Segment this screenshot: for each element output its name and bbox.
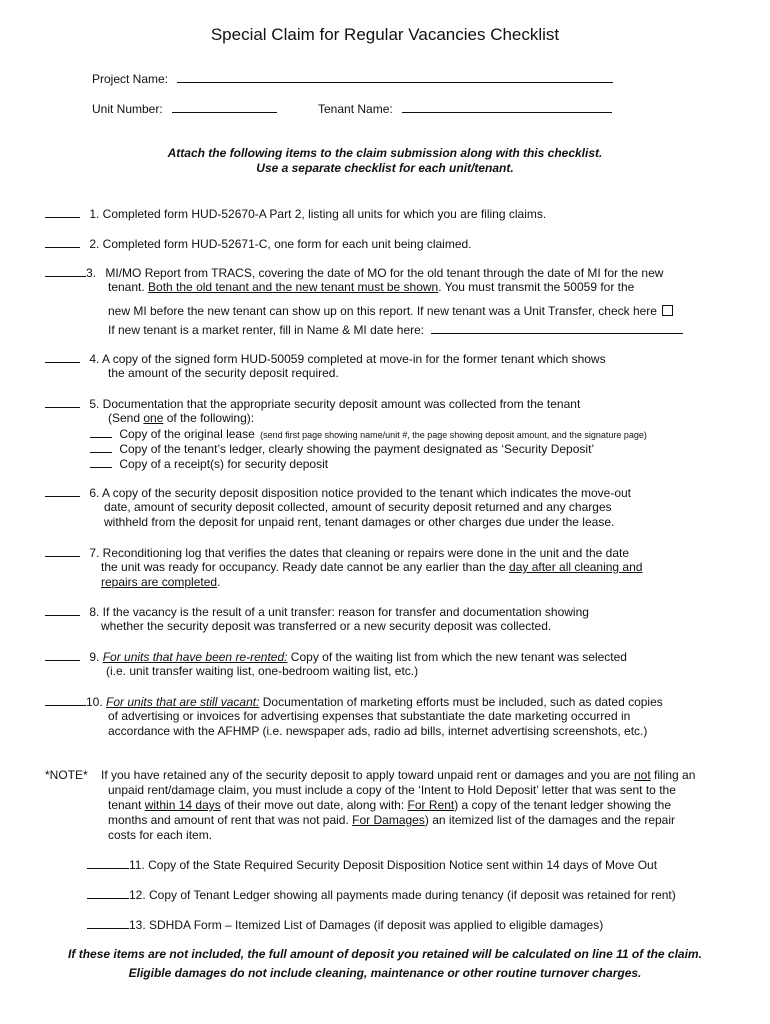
market-renter-blank[interactable] xyxy=(431,322,683,334)
check-blank[interactable] xyxy=(45,604,80,616)
checklist-item-9[interactable]: 9. For units that have been re-rented: Copy of the waiting list from which the new tenant was selected xyxy=(45,649,627,665)
option-blank[interactable] xyxy=(90,426,112,438)
item-text: 2. Completed form HUD-52671-C, one form for each unit being claimed. xyxy=(89,237,472,251)
item-number: 3. xyxy=(86,266,97,280)
unit-number-blank[interactable] xyxy=(172,101,277,113)
item-10-line-2: of advertising or invoices for advertising expenses that substantiate the date marketing occurred in xyxy=(108,709,631,723)
instructions-line-1: Attach the following items to the claim submission along with this checklist. xyxy=(167,146,603,160)
item-5-option-c[interactable]: Copy of a receipt(s) for security deposit xyxy=(90,456,328,472)
checklist-item-4[interactable] xyxy=(45,351,606,367)
item-3-line-3: new MI before the new tenant can show up on this report. If new tenant was a Unit Transfer, check here xyxy=(108,304,673,319)
note-line-2: unpaid rent/damage claim, you must include a copy of the ‘Intent to Hold Deposit’ letter that was sent to the xyxy=(108,783,676,797)
note-line-1: If you have retained any of the security deposit to apply toward unpaid rent or damages and you are not filing an xyxy=(101,768,696,782)
check-blank[interactable] xyxy=(87,887,129,899)
check-blank[interactable] xyxy=(45,206,80,218)
footer-line-2: Eligible damages do not include cleaning, maintenance or other routine turnover charges. xyxy=(128,966,642,980)
checklist-item-7[interactable] xyxy=(45,545,629,561)
item-4-line-2: the amount of the security deposit required. xyxy=(108,366,339,380)
project-name-label: Project Name: xyxy=(92,72,169,86)
check-blank[interactable] xyxy=(45,545,80,557)
check-blank[interactable] xyxy=(45,351,80,363)
item-text: 11. Copy of the State Required Security Deposit Disposition Notice sent within 14 days of Move Out xyxy=(129,858,658,872)
item-text: MI/MO Report from TRACS, covering the date of MO for the old tenant through the date of MI for the new xyxy=(105,266,664,280)
check-blank[interactable] xyxy=(45,265,86,277)
item-10-line-3: accordance with the AFHMP (i.e. newspaper ads, radio ad bills, internet advertising screenshots, etc.) xyxy=(108,724,648,738)
item-3-line-4: If new tenant is a market renter, fill in Name & MI date here: xyxy=(108,322,683,338)
note-line-4: months and amount of rent that was not paid. For Damages) an itemized list of the damages and the repair xyxy=(108,813,675,827)
item-8-line-2: whether the security deposit was transferred or a new security deposit was collected. xyxy=(101,619,552,633)
unit-transfer-checkbox[interactable] xyxy=(662,305,673,316)
checklist-item-11[interactable] xyxy=(87,857,657,873)
item-7-line-2: the unit was ready for occupancy. Ready date cannot be any earlier than the day after all cleaning and xyxy=(101,560,643,574)
tenant-name-field[interactable] xyxy=(318,101,612,117)
check-blank[interactable] xyxy=(87,857,129,869)
item-5-line-2: (Send one of the following): xyxy=(108,411,255,425)
item-text: 4. A copy of the signed form HUD-50059 completed at move-in for the former tenant which shows xyxy=(89,352,606,366)
project-name-field[interactable] xyxy=(92,71,613,87)
item-text: 8. If the vacancy is the result of a unit transfer: reason for transfer and documentation showing xyxy=(89,605,589,619)
item-6-line-3: withheld from the deposit for unpaid rent, tenant damages or other charges due under the lease. xyxy=(104,515,615,529)
check-blank[interactable] xyxy=(45,485,80,497)
check-blank[interactable] xyxy=(45,694,86,706)
item-9-line-2: (i.e. unit transfer waiting list, one-bedroom waiting list, etc.) xyxy=(106,664,419,678)
page-title: Special Claim for Regular Vacancies Checklist xyxy=(210,25,560,44)
item-text: 7. Reconditioning log that verifies the dates that cleaning or repairs were done in the unit and the date xyxy=(89,546,630,560)
item-text: 5. Documentation that the appropriate security deposit amount was collected from the tenant xyxy=(89,397,581,411)
checklist-item-1[interactable] xyxy=(45,206,546,222)
note-line-5: costs for each item. xyxy=(108,828,213,842)
checklist-item-10[interactable]: 10. For units that are still vacant: Documentation of marketing efforts must be included, such as dated copies xyxy=(45,694,663,710)
checklist-item-13[interactable] xyxy=(87,917,603,933)
check-blank[interactable] xyxy=(87,917,129,929)
checklist-item-12[interactable] xyxy=(87,887,676,903)
project-name-blank[interactable] xyxy=(177,71,613,83)
unit-number-label: Unit Number: xyxy=(92,102,163,116)
checklist-item-3[interactable] xyxy=(45,265,663,281)
check-blank[interactable] xyxy=(45,396,80,408)
note-label: *NOTE* xyxy=(45,768,88,782)
tenant-name-label: Tenant Name: xyxy=(318,102,393,116)
checklist-item-2[interactable] xyxy=(45,236,472,252)
item-3-line-2: tenant. Both the old tenant and the new tenant must be shown. You must transmit the 50059 for the xyxy=(108,280,635,294)
note-line-3: tenant within 14 days of their move out date, along with: For Rent) a copy of the tenant ledger showing the xyxy=(108,798,672,812)
option-blank[interactable] xyxy=(90,441,112,453)
item-text: 12. Copy of Tenant Ledger showing all payments made during tenancy (if deposit was retained for rent) xyxy=(129,888,676,902)
item-5-option-a[interactable]: Copy of the original lease (send first page showing name/unit #, the page showing deposit amount, and the signature page) xyxy=(90,426,647,443)
checklist-item-8[interactable] xyxy=(45,604,589,620)
check-blank[interactable] xyxy=(45,236,80,248)
tenant-name-blank[interactable] xyxy=(402,101,612,113)
option-blank[interactable] xyxy=(90,456,112,468)
item-6-line-2: date, amount of security deposit collected, amount of security deposit returned and any charges xyxy=(104,500,612,514)
footer-line-1: If these items are not included, the full amount of deposit you retained will be calculated on line 11 of the claim. xyxy=(68,947,702,961)
instructions-line-2: Use a separate checklist for each unit/tenant. xyxy=(256,161,514,175)
item-text: 1. Completed form HUD-52670-A Part 2, listing all units for which you are filing claims. xyxy=(89,207,547,221)
item-7-line-3: repairs are completed. xyxy=(101,575,221,589)
checklist-item-6[interactable] xyxy=(45,485,631,501)
checklist-item-5[interactable] xyxy=(45,396,580,412)
item-5-option-b[interactable]: Copy of the tenant’s ledger, clearly showing the payment designated as ‘Security Deposit’ xyxy=(90,441,594,457)
item-text: 13. SDHDA Form – Itemized List of Damages (if deposit was applied to eligible damages) xyxy=(129,918,604,932)
unit-number-field[interactable] xyxy=(92,101,277,117)
item-text: 6. A copy of the security deposit disposition notice provided to the tenant which indicates the move-out xyxy=(89,486,632,500)
check-blank[interactable] xyxy=(45,649,80,661)
